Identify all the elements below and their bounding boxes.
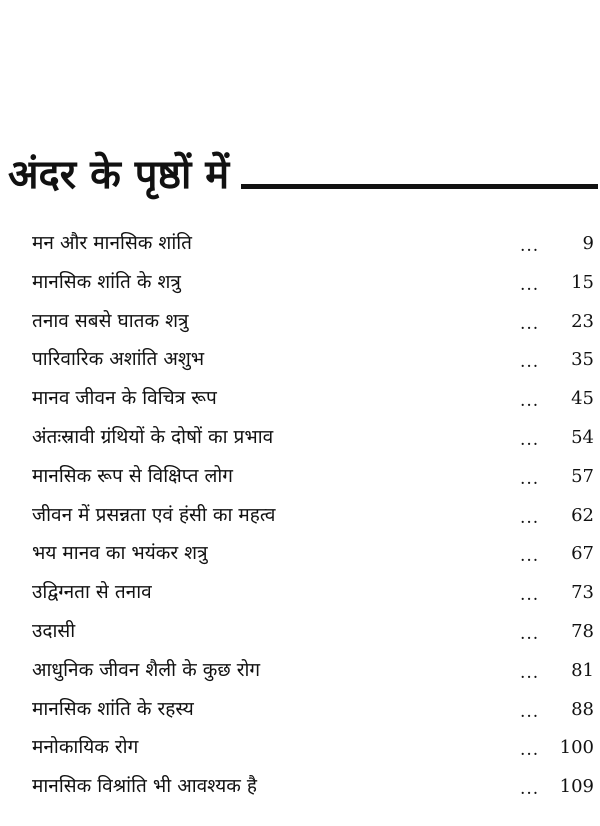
toc-entry-page-number: 9 [582, 233, 594, 254]
toc-entry-title: मानसिक शांति के रहस्य [32, 697, 194, 720]
toc-entry [32, 383, 596, 422]
toc-entry [32, 500, 596, 539]
toc-entry [32, 422, 596, 461]
toc-entry-title: मानसिक विश्रांति भी आवश्यक है [32, 775, 257, 798]
toc-entry-title: मानसिक शांति के शत्रु [32, 270, 181, 293]
toc-entry-page-number: 67 [571, 543, 594, 565]
toc-entry-leader: ... [520, 585, 540, 606]
toc-entry [32, 732, 596, 771]
toc-entry-title: जीवन में प्रसन्नता एवं हंसी का महत्व [32, 503, 276, 526]
toc-entry-leader: ... [520, 740, 540, 761]
toc-entry-page-number: 73 [571, 582, 594, 604]
toc-entry-title: पारिवारिक अशांति अशुभ [32, 348, 205, 371]
toc-entry-leader: ... [520, 701, 540, 722]
toc-entry-page-number: 23 [571, 310, 594, 332]
toc-entry-title: मानसिक रूप से विक्षिप्त लोग [32, 464, 233, 487]
toc-entry [32, 228, 596, 267]
toc-entry-leader: ... [520, 391, 540, 412]
toc-entry-leader: ... [520, 662, 540, 683]
toc-entry-title: मानव जीवन के विचित्र रूप [32, 387, 217, 410]
toc-entry-page-number: 45 [571, 388, 594, 410]
toc-entry-leader: ... [520, 623, 540, 644]
toc-entry-page-number: 35 [571, 349, 594, 371]
toc-entry [32, 461, 596, 500]
toc-entry-page-number: 109 [559, 776, 594, 798]
toc-entry-page-number: 57 [571, 465, 594, 487]
contents-heading [8, 125, 598, 198]
toc-entry [32, 267, 596, 306]
toc-entry-page-number: 100 [559, 737, 594, 759]
toc-entry-leader: ... [520, 507, 540, 528]
toc-entry [32, 538, 596, 577]
toc-entry-title: मन और मानसिक शांति [32, 232, 193, 254]
toc-entry-page-number: 81 [571, 659, 594, 681]
toc-entry-leader: ... [520, 779, 540, 800]
toc-entry-leader: ... [520, 546, 540, 567]
toc-entry-title: मनोकायिक रोग [32, 736, 139, 759]
toc-entry [32, 616, 596, 655]
toc-entry [32, 577, 596, 616]
toc-entry-page-number: 15 [571, 271, 594, 293]
page-title: अंदर के पृष्ठों में [8, 152, 230, 198]
toc-entry-leader: ... [520, 274, 540, 295]
toc-entry [32, 655, 596, 694]
toc-entry [32, 344, 596, 383]
toc-entry-page-number: 88 [571, 698, 594, 720]
toc-entry [32, 771, 596, 810]
toc-entry-page-number: 62 [571, 504, 594, 526]
toc-entry-leader: ... [520, 352, 540, 373]
toc-entry-title: तनाव सबसे घातक शत्रु [32, 309, 189, 332]
toc-entry-title: भय मानव का भयंकर शत्रु [32, 542, 208, 565]
toc-entry [32, 306, 596, 345]
toc-entry-leader: ... [520, 236, 540, 256]
toc-entry [32, 694, 596, 733]
heading-rule [241, 184, 598, 189]
toc-entry-title: उद्विग्नता से तनाव [32, 581, 152, 604]
toc-entry-title: आधुनिक जीवन शैली के कुछ रोग [32, 658, 261, 681]
toc-entry-title: अंतःस्रावी ग्रंथियों के दोषों का प्रभाव [32, 425, 274, 448]
toc-entry-leader: ... [520, 468, 540, 489]
toc-entry-leader: ... [520, 313, 540, 334]
toc-entry-leader: ... [520, 429, 540, 450]
toc-entry-page-number: 78 [571, 620, 594, 642]
toc-entry-page-number: 54 [571, 426, 594, 448]
toc-entry-title: उदासी [32, 619, 76, 642]
table-of-contents [32, 228, 596, 810]
